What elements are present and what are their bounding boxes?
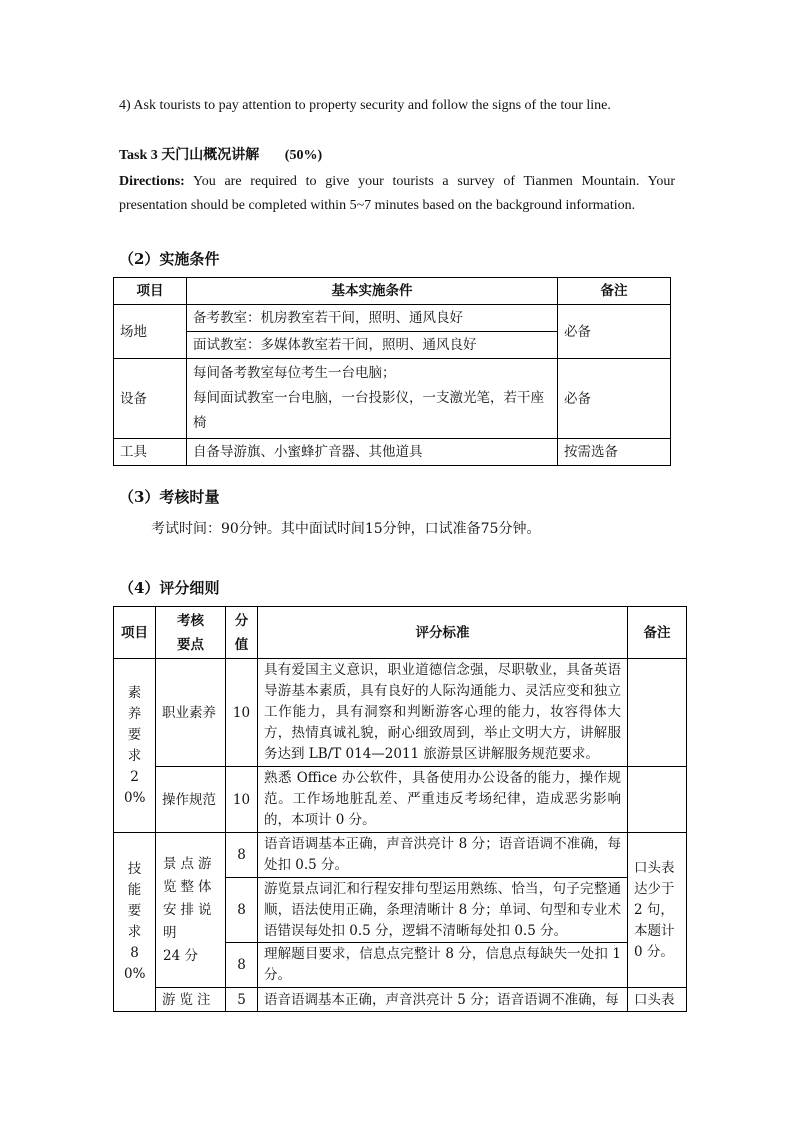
tools-item: 工具 bbox=[114, 439, 187, 466]
equipment-cond-line-2: 每间面试教室一台电脑，一台投影仪，一支激光笔，若干座椅 bbox=[193, 390, 544, 431]
equipment-cond bbox=[187, 359, 558, 439]
scoring-header-point-line-2: 要点 bbox=[177, 636, 204, 653]
equipment-row bbox=[114, 359, 671, 439]
task3-weight: (50%) bbox=[284, 148, 323, 163]
intro-line: 4) Ask tourists to pay attention to property security and follow the signs of the tour line. bbox=[119, 98, 611, 113]
overall-score-3: 8 bbox=[226, 943, 258, 988]
scoring-header-item: 项目 bbox=[114, 607, 156, 659]
professional-point: 职业素养 bbox=[156, 659, 226, 767]
venue-cond-1: 备考教室：机房教室若干间，照明、通风良好 bbox=[187, 305, 558, 332]
header-item: 项目 bbox=[114, 278, 187, 305]
overall-note: 口头表达少于 2 句，本题计 0 分。 bbox=[628, 833, 687, 988]
professional-note bbox=[628, 659, 687, 767]
notes-score: 5 bbox=[226, 988, 258, 1012]
header-condition: 基本实施条件 bbox=[187, 278, 558, 305]
overall-point-cell bbox=[156, 833, 226, 988]
overall-standard-2: 游览景点词汇和行程安排句型运用熟练、恰当，句子完整通顺，语法使用正确，条理清晰计 8 分；单词、句型和专业术语错误每处扣 0.5 分，逻辑不清晰每处扣 0.5 分。 bbox=[258, 878, 628, 943]
overall-point-score: 24 分 bbox=[163, 947, 198, 964]
venue-row-1 bbox=[114, 305, 671, 332]
equipment-item: 设备 bbox=[114, 359, 187, 439]
section2-heading: （2）实施条件 bbox=[119, 250, 220, 268]
tools-cond: 自备导游旗、小蜜蜂扩音器、其他道具 bbox=[187, 439, 558, 466]
equipment-note: 必备 bbox=[558, 359, 671, 439]
notes-point: 游览注 bbox=[156, 988, 226, 1012]
section3-heading: （3）考核时量 bbox=[119, 488, 220, 506]
notes-row bbox=[114, 988, 687, 1012]
professional-standard: 具有爱国主义意识，职业道德信念强，尽职敬业，具备英语导游基本素质，具有良好的人际沟通能力、灵活应变和独立工作能力，具有洞察和判断游客心理的能力，妆容得体大方，热情真诚礼貌，耐心细致周到，举止文明大方，讲解服务达到 LB/T 014—2011 旅游景区讲解服务规范要求。 bbox=[258, 659, 628, 767]
scoring-header-row bbox=[114, 607, 687, 659]
scoring-table bbox=[113, 606, 687, 1012]
operation-standard: 熟悉 Office 办公软件，具备使用办公设备的能力，操作规范。工作场地脏乱差、严重违反考场纪律，造成恶劣影响的，本项计 0 分。 bbox=[258, 767, 628, 833]
overall-score-1: 8 bbox=[226, 833, 258, 878]
scoring-header-point bbox=[156, 607, 226, 659]
scoring-header-point-line-1: 考核 bbox=[177, 612, 204, 629]
scoring-header-score-line-1: 分 bbox=[234, 612, 249, 629]
notes-standard: 语音语调基本正确，声音洪亮计 5 分；语音语调不准确，每 bbox=[258, 988, 628, 1012]
operation-score: 10 bbox=[226, 767, 258, 833]
professional-row bbox=[114, 659, 687, 767]
overall-standard-1: 语音语调基本正确，声音洪亮计 8 分；语音语调不准确，每处扣 0.5 分。 bbox=[258, 833, 628, 878]
directions-label: Directions: bbox=[119, 174, 185, 189]
scoring-header-standard: 评分标准 bbox=[258, 607, 628, 659]
equipment-cond-line-1: 每间备考教室每位考生一台电脑； bbox=[193, 365, 396, 381]
operation-note bbox=[628, 767, 687, 833]
venue-item: 场地 bbox=[114, 305, 187, 359]
overall-standard-3: 理解题目要求，信息点完整计 8 分，信息点每缺失一处扣 1 分。 bbox=[258, 943, 628, 988]
task3-directions bbox=[119, 170, 675, 218]
professional-score: 10 bbox=[226, 659, 258, 767]
directions-text: You are required to give your tourists a survey of Tianmen Mountain. Your presentation should be completed within 5~7 minutes based on the background information. bbox=[119, 174, 675, 213]
task3-title: Task 3 天门山概况讲解 bbox=[119, 148, 260, 163]
scoring-header-score bbox=[226, 607, 258, 659]
tools-row bbox=[114, 439, 671, 466]
overall-point: 景点游览整体安排说明 bbox=[163, 855, 216, 941]
skill-item: 技能要求80% bbox=[114, 833, 156, 1012]
venue-note: 必备 bbox=[558, 305, 671, 359]
overall-row-1 bbox=[114, 833, 687, 878]
venue-cond-2: 面试教室：多媒体教室若干间，照明、通风良好 bbox=[187, 332, 558, 359]
notes-note: 口头表 bbox=[628, 988, 687, 1012]
scoring-header-note: 备注 bbox=[628, 607, 687, 659]
conditions-header-row bbox=[114, 278, 671, 305]
task3-heading bbox=[119, 144, 322, 168]
overall-score-2: 8 bbox=[226, 878, 258, 943]
tools-note: 按需选备 bbox=[558, 439, 671, 466]
operation-row bbox=[114, 767, 687, 833]
section3-text: 考试时间：90分钟。其中面试时间15分钟，口试准备75分钟。 bbox=[151, 521, 541, 537]
scoring-header-score-line-2: 值 bbox=[234, 636, 249, 653]
header-note: 备注 bbox=[558, 278, 671, 305]
operation-point: 操作规范 bbox=[156, 767, 226, 833]
section4-heading: （4）评分细则 bbox=[119, 579, 220, 597]
literacy-item: 素养要求20% bbox=[114, 659, 156, 833]
conditions-table bbox=[113, 277, 671, 466]
